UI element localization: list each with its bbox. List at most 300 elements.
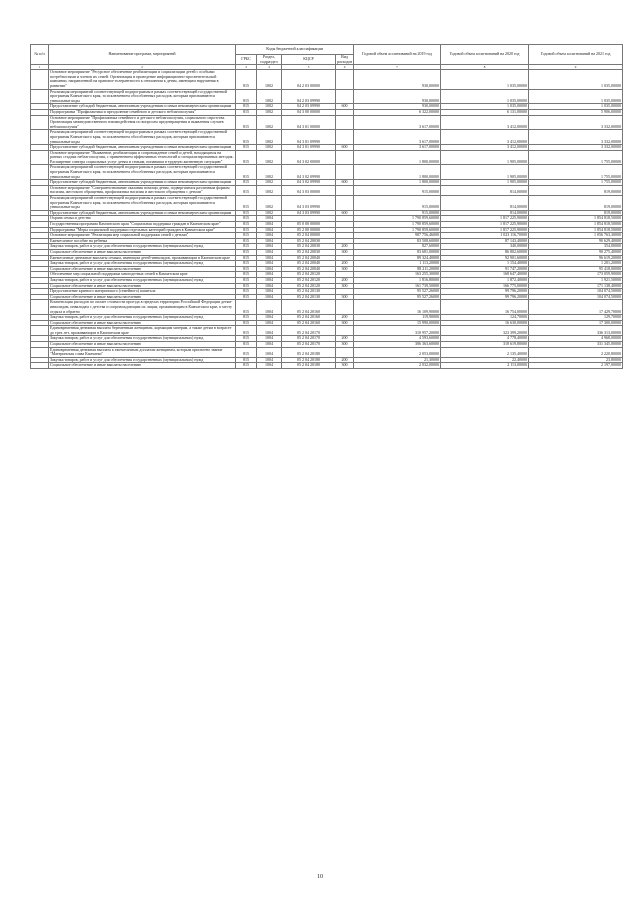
- amount-2019-cell: 915,00000: [354, 210, 441, 216]
- section-cell: 1004: [257, 255, 282, 261]
- section-cell: 1004: [257, 222, 282, 228]
- amount-2020-cell: 86 802,60000: [441, 249, 529, 255]
- grbs-cell: 815: [236, 150, 257, 165]
- section-cell: 1002: [257, 104, 282, 110]
- budget-table: [30, 44, 623, 369]
- row-name-cell: Реализация мероприятий соответствующей подпрограммы в рамках соответствующей государственной программы Камчатского края, за исключением обособленных расходов, которым присваиваются уникальные коды: [49, 165, 236, 180]
- amount-2021-cell: 336 313,00000: [529, 326, 623, 336]
- amount-2020-cell: 1 035,00000: [441, 104, 529, 110]
- column-number: 8: [441, 65, 529, 70]
- amount-2020-cell: 99 796,20000: [441, 289, 529, 295]
- csr-cell: 05 2 04 20120: [282, 283, 336, 289]
- amount-2020-cell: 1 023 116,70000: [441, 233, 529, 239]
- csr-cell: 05 2 04 20120: [282, 277, 336, 283]
- grbs-cell: 815: [236, 347, 257, 357]
- section-cell: 1002: [257, 165, 282, 180]
- grbs-cell: 815: [236, 294, 257, 300]
- amount-2019-cell: 1 800,00000: [354, 165, 441, 180]
- amount-2021-cell: 1 755,00000: [529, 150, 623, 165]
- header-year-2020: Годовой объем ассигнований на 2020 год: [441, 45, 529, 65]
- amount-2021-cell: 2 220,80000: [529, 347, 623, 357]
- column-number: 4: [257, 65, 282, 70]
- amount-2019-cell: 930,00000: [354, 89, 441, 104]
- section-cell: 1002: [257, 180, 282, 186]
- grbs-cell: 815: [236, 261, 257, 267]
- amount-2021-cell: 1 035,00000: [529, 104, 623, 110]
- amount-2019-cell: 16 109,90000: [354, 300, 441, 315]
- grbs-cell: 815: [236, 104, 257, 110]
- row-number-cell: [31, 70, 49, 89]
- row-name-cell: Закупка товаров, работ и услуг для обеспечения государственных (муниципальных) нужд: [49, 315, 236, 321]
- amount-2020-cell: 814,00000: [441, 185, 529, 195]
- amount-2020-cell: 3 412,00000: [441, 115, 529, 130]
- header-vr: Вид расходов: [337, 54, 353, 64]
- amount-2019-cell: 1 816,80000: [354, 277, 441, 283]
- amount-2021-cell: 23,80000: [529, 357, 623, 363]
- vr-cell: 300: [336, 266, 354, 272]
- row-name-cell: Закупка товаров, работ и услуг для обеспечения государственных (муниципальных) нужд: [49, 261, 236, 267]
- column-number: 2: [49, 65, 236, 70]
- row-name-cell: Основное мероприятие "Выявление, реабилитация и сопровождение семей и детей, находящихся на разных стадиях неблагополучия, с применением эффективных технологий и специализированных методик. Расширение спектра социальных услуг детям и семьям, попавшим в трудную жизненную ситуацию": [50, 150, 234, 164]
- table-row: [31, 326, 623, 336]
- grbs-cell: 815: [236, 357, 257, 363]
- amount-2021-cell: 3 332,00000: [529, 145, 623, 151]
- amount-2019-cell: 6 322,00000: [354, 109, 441, 115]
- amount-2020-cell: 168 647,40000: [441, 272, 529, 278]
- grbs-cell: 815: [236, 336, 257, 342]
- csr-cell: 05 2 04 20040: [282, 266, 336, 272]
- vr-cell: 300: [336, 294, 354, 300]
- grbs-cell: 815: [236, 227, 257, 233]
- amount-2021-cell: 1 755,00000: [529, 165, 623, 180]
- vr-cell: 300: [336, 249, 354, 255]
- grbs-cell: 815: [236, 266, 257, 272]
- amount-2020-cell: 22,40000: [441, 357, 529, 363]
- vr-cell: 200: [336, 244, 354, 250]
- amount-2020-cell: 1 817 225,90000: [441, 216, 529, 222]
- vr-cell: 600: [336, 145, 354, 151]
- amount-2021-cell: 17 300,00000: [529, 320, 623, 326]
- csr-cell: 05 2 00 00000: [282, 227, 336, 233]
- vr-cell: 200: [336, 315, 354, 321]
- row-name-cell: Государственная программа Камчатского края "Социальная поддержка граждан в Камчатском крае": [49, 222, 236, 228]
- csr-cell: 04 3 01 09990: [282, 130, 336, 145]
- row-name-cell: Предоставление субсидий бюджетным, автономным учреждениям и иным некоммерческим организациям: [49, 210, 236, 216]
- row-name-cell: Реализация мероприятий соответствующей подпрограммы в рамках соответствующей государственной программы Камчатского края, за исключением обособленных расходов, которым присваиваются уникальные коды: [49, 130, 236, 145]
- csr-cell: 05 2 04 20160: [282, 300, 336, 315]
- table-row: [31, 196, 623, 211]
- amount-2020-cell: 814,00000: [441, 196, 529, 211]
- row-name-cell: Компенсация расходов по оплате стоимости проезда в пределах территории Российской Федерации детям-инвалидам, инвалидам с детства и сопровождающим их лицам, проживающим в Камчатском крае, к месту отдыха и обратно: [49, 300, 236, 315]
- row-number-cell: [31, 347, 49, 357]
- amount-2021-cell: 1 035,00000: [529, 70, 623, 89]
- amount-2019-cell: 930,00000: [354, 104, 441, 110]
- csr-cell: 04 2 03 09990: [282, 104, 336, 110]
- amount-2020-cell: 91 747,20000: [441, 266, 529, 272]
- amount-2020-cell: 99 796,20000: [441, 294, 529, 300]
- column-number: 3: [236, 65, 257, 70]
- vr-cell: 600: [336, 104, 354, 110]
- row-name-cell: Основное мероприятие "Профилактика семейного и детского неблагополучия, социального сиротства. Организация межведомственного взаимодействия по вопросам предотвращения и выявления случаев неблагополучия": [49, 115, 236, 130]
- csr-cell: 05 2 04 20160: [282, 315, 336, 321]
- vr-cell: [336, 347, 354, 357]
- grbs-cell: 815: [236, 300, 257, 315]
- row-name-cell: Предоставление субсидий бюджетным, автономным учреждениям и иным некоммерческим организациям: [49, 145, 236, 151]
- csr-cell: 05 2 04 20170: [282, 326, 336, 336]
- vr-cell: [336, 300, 354, 315]
- row-name-cell: Единовременная денежная выплата беременным женщинам, кормящим матерям, а также детям в возрасте до трех лет, проживающим в Камчатском крае: [49, 326, 236, 336]
- vr-cell: 600: [336, 210, 354, 216]
- amount-2020-cell: 2 135,40000: [441, 347, 529, 357]
- section-cell: 1004: [257, 326, 282, 336]
- csr-cell: 05 2 04 20180: [282, 347, 336, 357]
- section-cell: 1004: [257, 289, 282, 295]
- grbs-cell: 815: [236, 216, 257, 222]
- amount-2020-cell: 340,00000: [441, 244, 529, 250]
- amount-2021-cell: 129,70000: [529, 315, 623, 321]
- row-name-cell: Социальное обеспечение и иные выплаты населению: [49, 266, 236, 272]
- column-number: 7: [354, 65, 441, 70]
- row-number-cell: [31, 89, 49, 104]
- amount-2020-cell: 814,00000: [441, 210, 529, 216]
- row-number-cell: [31, 363, 49, 369]
- amount-2019-cell: 310 957,20000: [354, 326, 441, 336]
- amount-2019-cell: 2 032,00000: [354, 363, 441, 369]
- section-cell: 1002: [257, 196, 282, 211]
- grbs-cell: 815: [236, 210, 257, 216]
- column-number: 6: [336, 65, 354, 70]
- amount-2019-cell: 4 593,60000: [354, 336, 441, 342]
- section-cell: 1004: [257, 357, 282, 363]
- row-name-cell: Основное мероприятие "Ресурсное обеспечение реабилитации и социализации детей с особыми потребностями и членов их семей. Организация и проведение информационно-просветительской кампании, направленной на правовое толерантности к отношении к детям, имеющим нарушения в развитии": [49, 70, 236, 89]
- csr-cell: 04 3 00 00000: [282, 109, 336, 115]
- header-year-2021: Годовой объем ассигнований на 2021 год: [529, 45, 623, 65]
- amount-2021-cell: 3 332,00000: [529, 130, 623, 145]
- amount-2019-cell: 306 363,60000: [354, 342, 441, 348]
- section-cell: 1004: [257, 227, 282, 233]
- grbs-cell: 815: [236, 272, 257, 278]
- grbs-cell: 815: [236, 249, 257, 255]
- vr-cell: 200: [336, 336, 354, 342]
- grbs-cell: 815: [236, 326, 257, 336]
- section-cell: 1004: [257, 216, 282, 222]
- vr-cell: [336, 196, 354, 211]
- header-year-2019: Годовой объем ассигнований на 2019 год: [354, 45, 441, 65]
- amount-2019-cell: 2 053,00000: [354, 347, 441, 357]
- row-name-cell: Социальное обеспечение и иные выплаты населению: [49, 342, 236, 348]
- amount-2019-cell: 1 800,00000: [354, 180, 441, 186]
- row-name-cell: Основное мероприятие "Реализация мер социальной поддержки семей с детьми": [49, 233, 236, 239]
- section-cell: 1002: [257, 145, 282, 151]
- amount-2021-cell: 1 755,00000: [529, 180, 623, 186]
- amount-2021-cell: 2 197,00000: [529, 363, 623, 369]
- grbs-cell: 815: [236, 70, 257, 89]
- grbs-cell: 815: [236, 109, 257, 115]
- amount-2021-cell: 1 201,20000: [529, 261, 623, 267]
- csr-cell: 05 2 04 20130: [282, 289, 336, 295]
- amount-2019-cell: 930,00000: [354, 70, 441, 89]
- header-codes-group: Коды бюджетной классификации: [236, 45, 354, 55]
- csr-cell: 05 2 04 20030: [282, 238, 336, 244]
- row-name-cell: Предоставление субсидий бюджетным, автономным учреждениям и иным некоммерческим организациям: [49, 180, 236, 186]
- grbs-cell: 815: [236, 342, 257, 348]
- column-number: 5: [282, 65, 336, 70]
- amount-2021-cell: 354,00000: [529, 244, 623, 250]
- amount-2021-cell: 90 275,40000: [529, 249, 623, 255]
- amount-2020-cell: 1 154,40000: [441, 261, 529, 267]
- amount-2019-cell: 3 617,00000: [354, 145, 441, 151]
- csr-cell: 05 2 04 20120: [282, 272, 336, 278]
- amount-2020-cell: 124,70000: [441, 315, 529, 321]
- row-name-cell: Социальное обеспечение и иные выплаты населению: [49, 320, 236, 326]
- vr-cell: [336, 115, 354, 130]
- csr-cell: 05 2 04 20170: [282, 342, 336, 348]
- grbs-cell: 815: [236, 238, 257, 244]
- csr-cell: 04 2 03 09990: [282, 89, 336, 104]
- grbs-cell: 815: [236, 115, 257, 130]
- vr-cell: 300: [336, 320, 354, 326]
- vr-cell: [336, 165, 354, 180]
- csr-cell: 04 2 03 00000: [282, 70, 336, 89]
- csr-cell: 05 2 04 20130: [282, 294, 336, 300]
- grbs-cell: 815: [236, 89, 257, 104]
- row-name-cell: Подпрограмма "Меры социальной поддержки отдельных категорий граждан в Камчатском крае": [49, 227, 236, 233]
- amount-2020-cell: 1 872,40000: [441, 277, 529, 283]
- row-name-cell: Социальное обеспечение и иные выплаты населению: [49, 363, 236, 369]
- section-cell: 1002: [257, 210, 282, 216]
- amount-2020-cell: 92 901,60000: [441, 255, 529, 261]
- csr-cell: 05 2 04 20030: [282, 249, 336, 255]
- amount-2019-cell: 827,60000: [354, 244, 441, 250]
- section-cell: 1004: [257, 233, 282, 239]
- amount-2019-cell: 1 113,20000: [354, 261, 441, 267]
- amount-2021-cell: 3 332,00000: [529, 115, 623, 130]
- row-name-cell: Социальное обеспечение и иные выплаты населению: [49, 283, 236, 289]
- amount-2019-cell: 95 527,26000: [354, 289, 441, 295]
- grbs-cell: 815: [236, 244, 257, 250]
- section-cell: 1004: [257, 294, 282, 300]
- amount-2021-cell: 173 059,90000: [529, 272, 623, 278]
- vr-cell: 200: [336, 277, 354, 283]
- row-number-cell: [31, 196, 49, 211]
- amount-2019-cell: 1 800,00000: [354, 150, 441, 165]
- row-number-cell: [31, 185, 49, 195]
- amount-2019-cell: 161 739,50000: [354, 283, 441, 289]
- amount-2020-cell: 16 630,00000: [441, 320, 529, 326]
- csr-cell: 05 2 04 00000: [282, 233, 336, 239]
- csr-cell: 05 2 04 20170: [282, 336, 336, 342]
- amount-2019-cell: 21,30000: [354, 357, 441, 363]
- section-cell: 1004: [257, 266, 282, 272]
- grbs-cell: 815: [236, 185, 257, 195]
- section-cell: 1004: [257, 261, 282, 267]
- csr-cell: 04 3 02 00000: [282, 150, 336, 165]
- amount-2021-cell: 104 074,50000: [529, 289, 623, 295]
- vr-cell: [336, 326, 354, 336]
- csr-cell: 04 3 01 09990: [282, 145, 336, 151]
- grbs-cell: 815: [236, 180, 257, 186]
- amount-2019-cell: 1 790 859,60000: [354, 227, 441, 233]
- column-number: 1: [31, 65, 49, 70]
- section-cell: 1004: [257, 363, 282, 369]
- amount-2021-cell: 4 968,00000: [529, 336, 623, 342]
- amount-2020-cell: 2 113,00000: [441, 363, 529, 369]
- csr-cell: 04 3 02 09990: [282, 165, 336, 180]
- amount-2019-cell: 987 756,46000: [354, 233, 441, 239]
- section-cell: 1002: [257, 70, 282, 89]
- row-number-cell: [31, 115, 49, 130]
- amount-2019-cell: 88 211,20000: [354, 266, 441, 272]
- amount-2020-cell: 1 905,00000: [441, 150, 529, 165]
- row-number-cell: [31, 326, 49, 336]
- csr-cell: 04 3 02 09990: [282, 180, 336, 186]
- section-cell: 1002: [257, 89, 282, 104]
- section-cell: 1002: [257, 185, 282, 195]
- amount-2019-cell: 915,00000: [354, 185, 441, 195]
- vr-cell: 300: [336, 342, 354, 348]
- amount-2019-cell: 95 527,26000: [354, 294, 441, 300]
- grbs-cell: 815: [236, 145, 257, 151]
- amount-2019-cell: 15 990,00000: [354, 320, 441, 326]
- row-name-cell: Социальное обеспечение и иные выплаты населению: [49, 249, 236, 255]
- amount-2020-cell: 323 399,20000: [441, 326, 529, 336]
- header-no: № п/п: [31, 45, 49, 65]
- amount-2021-cell: 104 074,50000: [529, 294, 623, 300]
- grbs-cell: 815: [236, 283, 257, 289]
- amount-2020-cell: 3 412,00000: [441, 145, 529, 151]
- amount-2021-cell: 1 056 763,30000: [529, 233, 623, 239]
- amount-2019-cell: 119,90000: [354, 315, 441, 321]
- row-name-cell: Ежемесячное пособие на ребенка: [49, 238, 236, 244]
- table-row: [31, 165, 623, 180]
- amount-2020-cell: 1 035,00000: [441, 70, 529, 89]
- header-grbs: ГРБС: [236, 55, 257, 65]
- section-cell: 1002: [257, 130, 282, 145]
- amount-2019-cell: 3 617,00000: [354, 115, 441, 130]
- page-number: 10: [317, 874, 323, 880]
- grbs-cell: 815: [236, 363, 257, 369]
- amount-2021-cell: 1 854 818,50000: [529, 227, 623, 233]
- section-cell: 1004: [257, 315, 282, 321]
- grbs-cell: 815: [236, 130, 257, 145]
- vr-cell: 200: [336, 357, 354, 363]
- row-name-cell: Закупка товаров, работ и услуг для обеспечения государственных (муниципальных) нужд: [49, 357, 236, 363]
- amount-2019-cell: 3 617,00000: [354, 130, 441, 145]
- section-cell: 1004: [257, 336, 282, 342]
- vr-cell: [336, 89, 354, 104]
- csr-cell: 05 2 04 20040: [282, 255, 336, 261]
- amount-2021-cell: 819,00000: [529, 196, 623, 211]
- header-section: Раздел, подраздел: [257, 55, 282, 65]
- row-name-cell: Реализация мероприятий соответствующей подпрограммы в рамках соответствующей государственной программы Камчатского края, за исключением обособленных расходов, которым присваиваются уникальные коды: [49, 89, 236, 104]
- row-name-cell: Подпрограмма "Профилактика и преодоление семейного и детского неблагополучия": [49, 109, 236, 115]
- amount-2021-cell: 96 619,20000: [529, 255, 623, 261]
- section-cell: 1004: [257, 249, 282, 255]
- grbs-cell: 815: [236, 222, 257, 228]
- amount-2019-cell: 89 324,40000: [354, 255, 441, 261]
- vr-cell: [336, 130, 354, 145]
- amount-2019-cell: 163 255,30000: [354, 272, 441, 278]
- grbs-cell: 815: [236, 320, 257, 326]
- amount-2020-cell: 4 778,40000: [441, 336, 529, 342]
- section-cell: 1004: [257, 277, 282, 283]
- csr-cell: 04 3 03 09990: [282, 196, 336, 211]
- csr-cell: 05 2 04 20180: [282, 363, 336, 369]
- amount-2021-cell: 1 921,50000: [529, 277, 623, 283]
- vr-cell: [336, 150, 354, 165]
- row-name-cell: Предоставление краевого материнского (семейного) капитала: [49, 289, 236, 295]
- grbs-cell: 815: [236, 315, 257, 321]
- row-number-cell: [31, 300, 49, 315]
- table-row: [31, 89, 623, 104]
- csr-cell: 05 2 04 20160: [282, 320, 336, 326]
- section-cell: 1002: [257, 150, 282, 165]
- amount-2020-cell: 1 905,00000: [441, 165, 529, 180]
- vr-cell: 600: [336, 180, 354, 186]
- section-cell: 1004: [257, 244, 282, 250]
- grbs-cell: 815: [236, 277, 257, 283]
- table-row: [31, 185, 623, 195]
- amount-2020-cell: 6 131,00000: [441, 109, 529, 115]
- grbs-cell: 815: [236, 165, 257, 180]
- budget-table-body: [31, 65, 623, 369]
- amount-2021-cell: 5 906,00000: [529, 109, 623, 115]
- amount-2019-cell: 1 790 859,60000: [354, 222, 441, 228]
- row-name-cell: Обеспечение мер социальной поддержки многодетных семей в Камчатском крае: [49, 272, 236, 278]
- amount-2020-cell: 87 143,40000: [441, 238, 529, 244]
- row-number-cell: [31, 165, 49, 180]
- grbs-cell: 815: [236, 233, 257, 239]
- amount-2021-cell: 819,00000: [529, 210, 623, 216]
- grbs-cell: 815: [236, 196, 257, 211]
- amount-2020-cell: 1 817 225,90000: [441, 222, 529, 228]
- amount-2021-cell: 1 854 818,50000: [529, 216, 623, 222]
- amount-2020-cell: 3 412,00000: [441, 130, 529, 145]
- row-name-cell: Ежемесячные денежные выплаты семьям, имеющим детей-инвалидов, проживающим в Камчатском крае: [49, 255, 236, 261]
- section-cell: 1002: [257, 115, 282, 130]
- column-number: 9: [529, 65, 623, 70]
- amount-2020-cell: 1 905,00000: [441, 180, 529, 186]
- amount-2020-cell: 1 817 225,90000: [441, 227, 529, 233]
- section-cell: 1004: [257, 300, 282, 315]
- section-cell: 1004: [257, 342, 282, 348]
- row-name-cell: Единовременная денежная выплата к ежемесячным доплатам женщинам, которым присвоено звание "Материнская слава Камчатки": [49, 347, 236, 357]
- vr-cell: 300: [336, 363, 354, 369]
- amount-2019-cell: 915,00000: [354, 196, 441, 211]
- amount-2020-cell: 1 035,00000: [441, 89, 529, 104]
- csr-cell: 05 2 04 20180: [282, 357, 336, 363]
- amount-2021-cell: 90 629,40000: [529, 238, 623, 244]
- vr-cell: [336, 185, 354, 195]
- csr-cell: 05 2 04 20040: [282, 261, 336, 267]
- row-name-cell: Социальное обеспечение и иные выплаты населению: [49, 294, 236, 300]
- section-cell: 1002: [257, 109, 282, 115]
- amount-2021-cell: 95 418,00000: [529, 266, 623, 272]
- amount-2021-cell: 1 854 818,50000: [529, 222, 623, 228]
- grbs-cell: 815: [236, 255, 257, 261]
- table-row: [31, 300, 623, 315]
- vr-cell: [336, 70, 354, 89]
- header-name: Наименование программ, мероприятий: [49, 45, 236, 65]
- row-name-cell: Закупка товаров, работ и услуг для обеспечения государственных (муниципальных) нужд: [49, 244, 236, 250]
- table-row: [31, 150, 623, 165]
- section-cell: 1004: [257, 272, 282, 278]
- table-row: [31, 347, 623, 357]
- row-number-cell: [31, 130, 49, 145]
- header-csr: КЦСР: [282, 55, 336, 65]
- grbs-cell: 815: [236, 289, 257, 295]
- table-row: [31, 115, 623, 130]
